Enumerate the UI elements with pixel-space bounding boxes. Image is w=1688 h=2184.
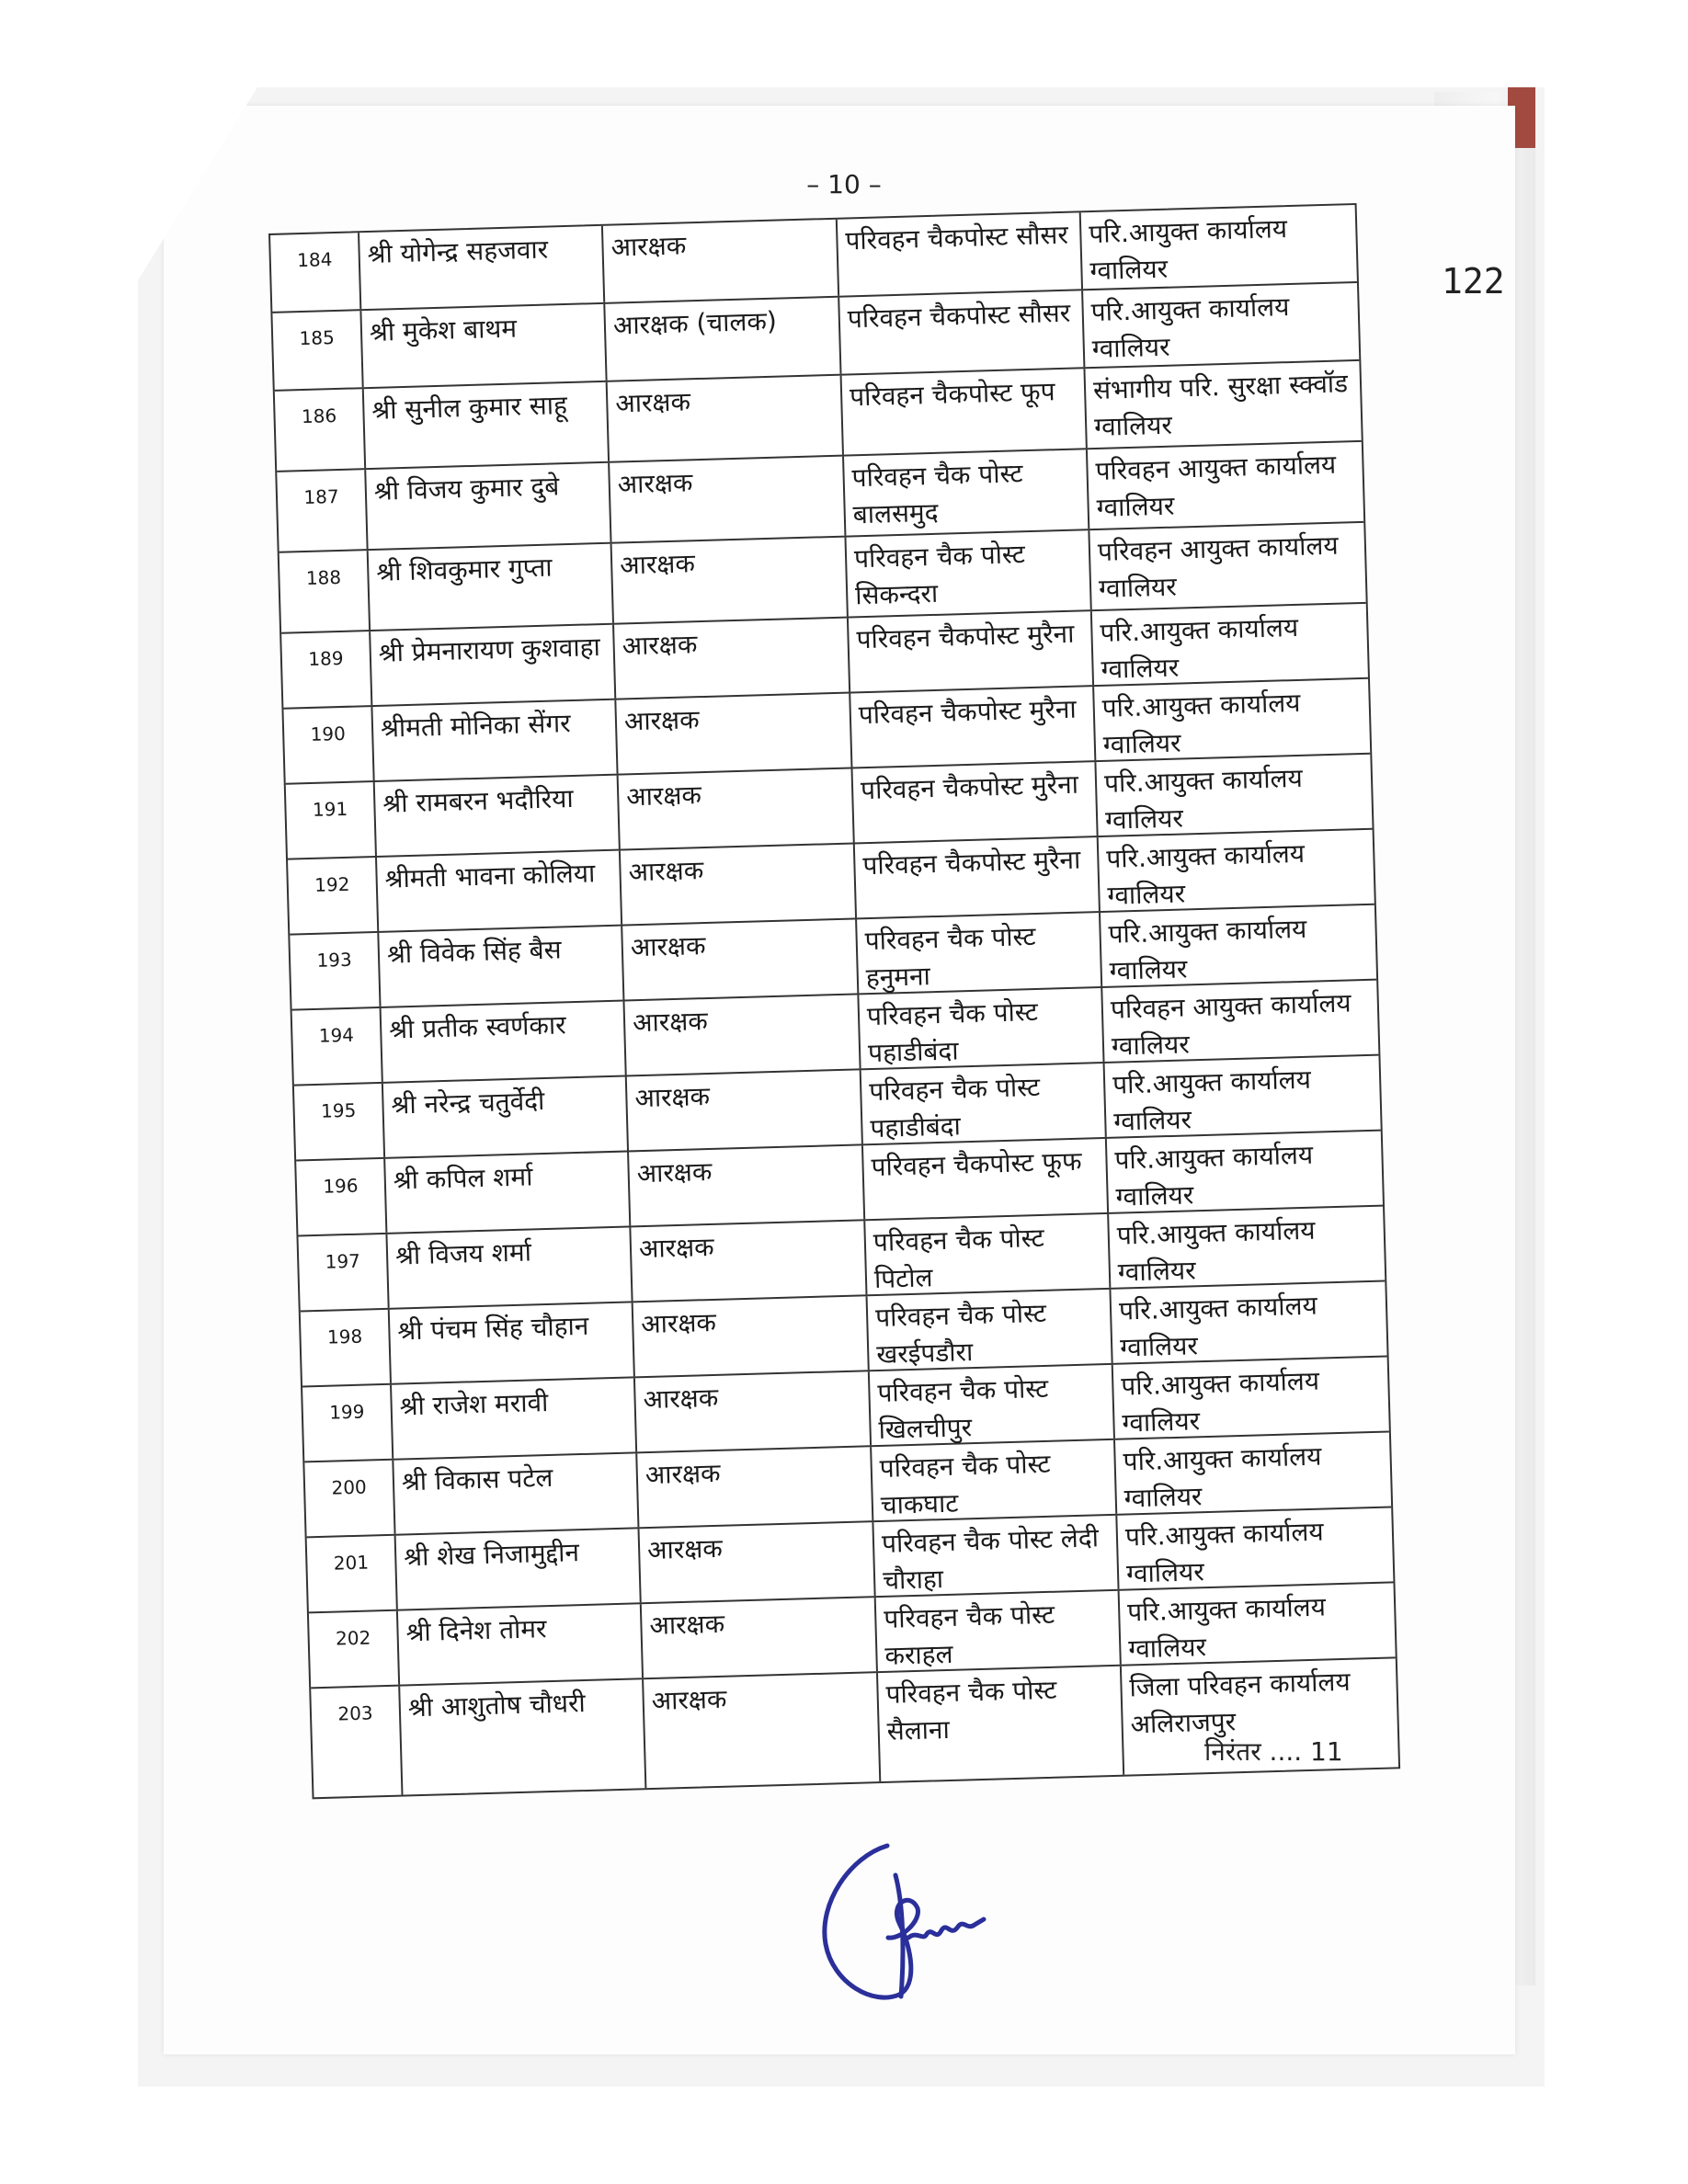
designation-cell: आरक्षक	[614, 694, 850, 774]
continued-note: निरंतर .... 11	[1204, 1736, 1343, 1767]
current-posting-cell: परिवहन चैक पोस्ट बालसमुद	[842, 449, 1088, 535]
serial-number-cell: 200	[331, 1475, 368, 1499]
designation-cell: आरक्षक	[642, 1673, 879, 1788]
employee-name-cell: श्री शिवकुमार गुप्ता	[367, 544, 612, 630]
employee-name-cell: श्री रामबरन भदौरिया	[373, 776, 619, 856]
signature-icon	[800, 1838, 1011, 2013]
serial-number-cell: 199	[328, 1400, 365, 1424]
current-posting-cell: परिवहन चैक पोस्ट सिकन्दरा	[844, 530, 1089, 616]
current-posting-cell: परिवहन चैकपोस्ट मुरैना	[853, 837, 1099, 917]
new-posting-cell: परि.आयुक्त कार्यालय ग्वालियर	[1081, 283, 1359, 367]
employee-name-cell: श्री विकास पटेल	[392, 1453, 637, 1533]
new-posting-cell: परि.आयुक्त कार्यालय ग्वालियर	[1118, 1583, 1396, 1664]
current-posting-cell: परिवहन चैकपोस्ट सौसर	[836, 212, 1081, 295]
current-posting-cell: परिवहन चैक पोस्ट खरईपडौरा	[866, 1290, 1112, 1370]
employee-name-cell: श्री शेख निजामुद्दीन	[394, 1529, 640, 1609]
designation-cell: आरक्षक	[625, 1070, 861, 1150]
serial-number-cell: 202	[335, 1626, 371, 1650]
current-posting-cell: परिवहन चैकपोस्ट मुरैना	[849, 687, 1094, 767]
current-posting-cell: परिवहन चैक पोस्ट कराहल	[874, 1591, 1120, 1671]
designation-cell: आरक्षक	[638, 1522, 874, 1602]
serial-number-cell: 191	[312, 797, 348, 821]
new-posting-cell: परि.आयुक्त कार्यालय ग्वालियर	[1105, 1132, 1383, 1212]
designation-cell: आरक्षक	[627, 1145, 863, 1225]
designation-cell: आरक्षक	[610, 538, 847, 623]
designation-cell: आरक्षक	[617, 769, 853, 849]
new-posting-cell: परि.आयुक्त कार्यालय ग्वालियर	[1107, 1207, 1385, 1288]
employee-name-cell: श्री दिनेश तोमर	[396, 1604, 642, 1684]
new-posting-cell: परि.आयुक्त कार्यालय ग्वालियर	[1115, 1507, 1393, 1588]
employee-name-cell: श्री पंचम सिंह चौहान	[388, 1302, 633, 1382]
serial-number-cell: 195	[320, 1098, 357, 1122]
serial-number-cell: 192	[314, 872, 350, 896]
designation-cell: आरक्षक	[640, 1598, 876, 1678]
serial-number-cell: 194	[318, 1023, 355, 1047]
handwritten-page-mark: 122	[1442, 261, 1505, 301]
employee-name-cell: श्री कपिल शर्मा	[383, 1152, 629, 1232]
new-posting-cell: जिला परिवहन कार्यालय अलिराजपुर	[1120, 1658, 1398, 1774]
employee-name-cell: श्रीमती भावना कोलिया	[375, 851, 621, 931]
new-posting-cell: परि.आयुक्त कार्यालय ग्वालियर	[1112, 1358, 1389, 1439]
current-posting-cell: परिवहन चैकपोस्ट मुरैना	[851, 762, 1097, 842]
current-posting-cell: परिवहन चैक पोस्ट पहाडीबंदा	[857, 988, 1102, 1068]
current-posting-cell: परिवहन चैकपोस्ट मुरैना	[847, 611, 1092, 691]
new-posting-cell: परि.आयुक्त कार्यालय ग्वालियर	[1092, 679, 1370, 760]
serial-number-cell: 190	[310, 722, 347, 745]
employee-name-cell: श्री आशुतोष चौधरी	[398, 1679, 644, 1794]
designation-cell: आरक्षक	[622, 995, 859, 1075]
designation-cell: आरक्षक	[629, 1221, 865, 1301]
employee-name-cell: श्री विजय कुमार दुबे	[364, 463, 610, 549]
designation-cell: आरक्षक	[621, 919, 857, 999]
employee-name-cell: श्री नरेन्द्र चतुर्वेदी	[382, 1077, 627, 1157]
new-posting-cell: परिवहन आयुक्त कार्यालय ग्वालियर	[1086, 442, 1363, 529]
employee-name-cell: श्री मुकेश बाथम	[359, 304, 605, 387]
current-posting-cell: परिवहन चैक पोस्ट चाकघाट	[870, 1440, 1115, 1520]
employee-name-cell: श्रीमती मोनिका सेंगर	[371, 700, 616, 780]
employee-name-cell: श्री सुनील कुमार साहू	[362, 382, 608, 468]
employee-name-cell: श्री विवेक सिंह बैस	[377, 927, 622, 1007]
designation-cell: आरक्षक	[608, 457, 844, 542]
new-posting-cell: परि.आयुक्त कार्यालय ग्वालियर	[1109, 1282, 1386, 1363]
employee-name-cell: श्री योगेन्द्र सहजवार	[358, 226, 603, 309]
employee-name-cell: श्री विजय शर्मा	[385, 1227, 631, 1307]
designation-cell: आरक्षक	[632, 1296, 868, 1376]
designation-cell: आरक्षक	[633, 1371, 870, 1451]
new-posting-cell: परि.आयुक्त कार्यालय ग्वालियर	[1090, 604, 1368, 685]
designation-cell: आरक्षक	[635, 1447, 872, 1527]
designation-cell: आरक्षक	[606, 376, 842, 461]
current-posting-cell: परिवहन चैकपोस्ट सौसर	[838, 290, 1083, 373]
new-posting-cell: परि.आयुक्त कार्यालय ग्वालियर	[1103, 1056, 1381, 1137]
current-posting-cell: परिवहन चैक पोस्ट खिलचीपुर	[868, 1365, 1113, 1445]
new-posting-cell: परि.आयुक्त कार्यालय ग्वालियर	[1113, 1432, 1391, 1513]
new-posting-cell: परि.आयुक्त कार्यालय ग्वालियर	[1099, 905, 1376, 986]
designation-cell: आरक्षक	[601, 220, 838, 302]
new-posting-cell: परिवहन आयुक्त कार्यालय ग्वालियर	[1101, 981, 1378, 1062]
employee-name-cell: श्री प्रतीक स्वर्णकार	[380, 1002, 625, 1082]
new-posting-cell: परिवहन आयुक्त कार्यालय ग्वालियर	[1088, 523, 1365, 609]
designation-cell: आरक्षक	[619, 845, 855, 925]
new-posting-cell: परि.आयुक्त कार्यालय ग्वालियर	[1079, 205, 1357, 289]
serial-number-cell: 196	[323, 1174, 359, 1198]
serial-number-cell: 184	[296, 248, 333, 272]
designation-cell: आरक्षक (चालक)	[603, 298, 839, 381]
serial-number-cell: 203	[337, 1701, 373, 1725]
new-posting-cell: परि.आयुक्त कार्यालय ग्वालियर	[1094, 755, 1372, 836]
current-posting-cell: परिवहन चैक पोस्ट सैलाना	[876, 1666, 1123, 1781]
serial-number-cell: 186	[301, 404, 337, 428]
current-posting-cell: परिवहन चैक पोस्ट हनुमना	[855, 913, 1101, 993]
serial-number-cell: 197	[325, 1249, 361, 1273]
serial-number-cell: 193	[316, 948, 353, 972]
current-posting-cell: परिवहन चैक पोस्ट पहाडीबंदा	[860, 1064, 1105, 1143]
new-posting-cell: परि.आयुक्त कार्यालय ग्वालियर	[1097, 830, 1374, 911]
serial-number-cell: 189	[308, 646, 344, 670]
employee-name-cell: श्री राजेश मरावी	[390, 1378, 635, 1458]
new-posting-cell: संभागीय परि. सुरक्षा स्क्वॉड ग्वालियर	[1083, 361, 1361, 448]
serial-number-cell: 185	[299, 326, 336, 350]
designation-cell: आरक्षक	[612, 619, 849, 699]
page-number: – 10 –	[806, 169, 882, 199]
current-posting-cell: परिवहन चैकपोस्ट फूफ	[861, 1139, 1107, 1219]
transfer-table	[268, 203, 1400, 1799]
current-posting-cell: परिवहन चैकपोस्ट फूप	[840, 369, 1086, 454]
serial-number-cell: 198	[326, 1325, 363, 1348]
serial-number-cell: 187	[303, 484, 339, 509]
current-posting-cell: परिवहन चैक पोस्ट लेदी चौराहा	[872, 1516, 1117, 1596]
serial-number-cell: 188	[305, 565, 342, 589]
current-posting-cell: परिवहन चैक पोस्ट पिटोल	[863, 1214, 1109, 1294]
serial-number-cell: 201	[333, 1551, 370, 1575]
employee-name-cell: श्री प्रेमनारायण कुशवाहा	[369, 625, 614, 705]
